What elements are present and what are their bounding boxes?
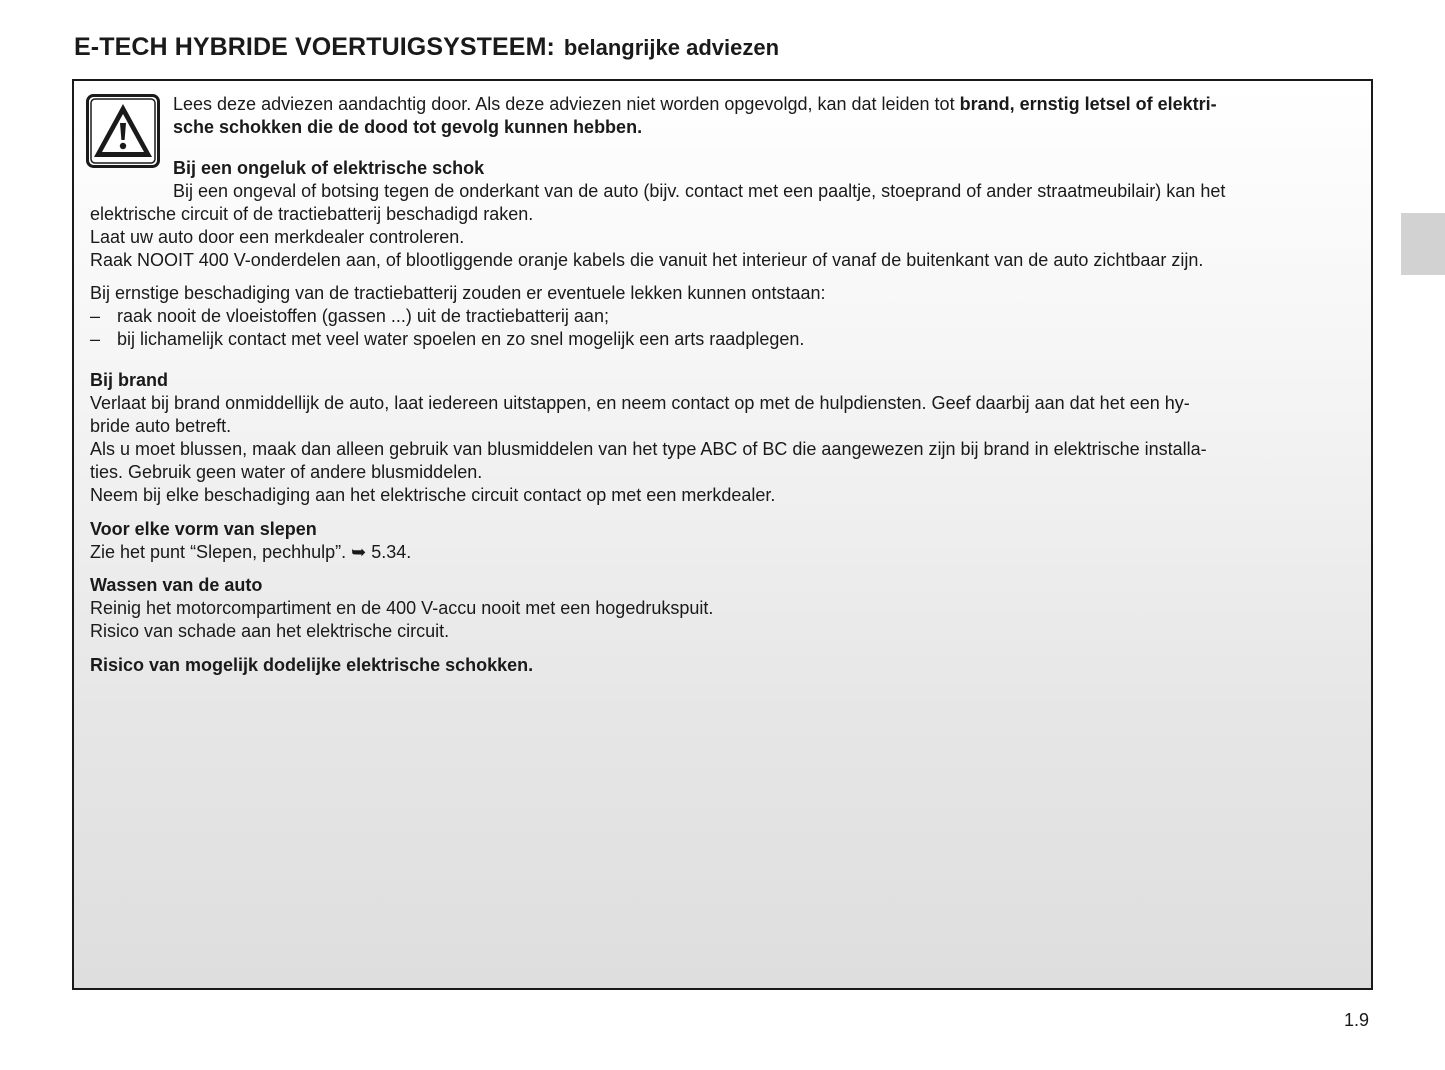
dash-marker: – [90,306,101,326]
intro-bold-1: brand, ernstig letsel of elektri- [959,94,1217,114]
fire-line-5: Neem bij elke beschadiging aan het elektrische circuit contact op met een merkdealer. [90,485,776,505]
accident-line-3: Laat uw auto door een merkdealer controleren. [90,227,465,247]
fire-line-1: Verlaat bij brand onmiddellijk de auto, laat iedereen uitstappen, en neem contact op met de hulpdiensten. Geef daarbij aan dat het een hy- [90,393,1190,413]
warning-content [90,93,1358,677]
towing-heading: Voor elke vorm van slepen [90,519,317,539]
fire-line-3: Als u moet blussen, maak dan alleen gebruik van blusmiddelen van het type ABC of BC die aangewezen zijn bij brand in elektrische installa- [90,439,1207,459]
accident-line-4: Raak NOOIT 400 V-onderdelen aan, of blootliggende oranje kabels die vanuit het interieur of vanaf de buitenkant van de auto zichtbaar zijn. [90,250,1204,270]
fire-line-2: bride auto betreft. [90,416,232,436]
intro-line-1 [90,93,1358,116]
risk-warning: Risico van mogelijk dodelijke elektrische schokken. [90,655,534,675]
page-title-main: E-TECH HYBRIDE VOERTUIGSYSTEEM: [74,33,555,61]
accident-line-1: Bij een ongeval of botsing tegen de onderkant van de auto (bijv. contact met een paaltje, stoeprand of ander straatmeubilair) kan het [173,181,1226,201]
damage-item-text: raak nooit de vloeistoffen (gassen ...) uit de tractiebatterij aan; [117,306,609,326]
fire-heading: Bij brand [90,370,169,390]
intro-text: Lees deze adviezen aandachtig door. Als deze adviezen niet worden opgevolgd, kan dat leiden tot [173,94,960,114]
section-thumb-tab [1401,213,1445,275]
damage-item-text: bij lichamelijk contact met veel water spoelen en zo snel mogelijk een arts raadplegen. [117,329,805,349]
intro-line-2 [90,116,1358,139]
accident-line-2: elektrische circuit of de tractiebatterij beschadigd raken. [90,204,534,224]
towing-text: Zie het punt “Slepen, pechhulp”. ➥ 5.34. [90,542,412,562]
fire-line-4: ties. Gebruik geen water of andere blusmiddelen. [90,462,483,482]
intro-bold-2: sche schokken die de dood tot gevolg kunnen hebben. [173,117,643,137]
warning-box [72,79,1373,990]
page-title [74,26,779,63]
damage-item-1 [90,305,1358,328]
washing-heading: Wassen van de auto [90,575,263,595]
page-title-sub: belangrijke adviezen [563,35,780,60]
page-number: 1.9 [1344,1010,1370,1030]
dash-marker: – [90,329,101,349]
washing-line-1: Reinig het motorcompartiment en de 400 V-accu nooit met een hogedrukspuit. [90,598,714,618]
washing-line-2: Risico van schade aan het elektrische circuit. [90,621,450,641]
damage-item-2 [90,328,1358,351]
accident-heading: Bij een ongeluk of elektrische schok [173,158,485,178]
damage-line: Bij ernstige beschadiging van de tractiebatterij zouden er eventuele lekken kunnen ontstaan: [90,283,826,303]
